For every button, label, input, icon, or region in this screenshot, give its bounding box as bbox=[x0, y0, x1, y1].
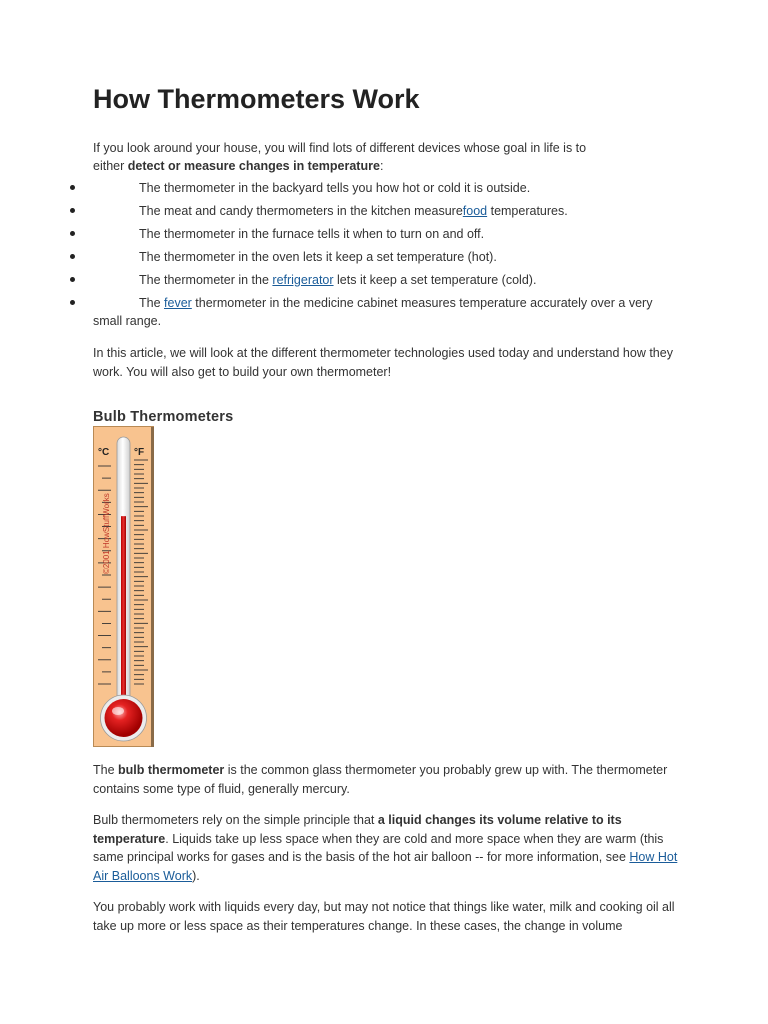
bullet-icon bbox=[70, 300, 75, 305]
thermometer-illustration bbox=[93, 426, 155, 748]
list-item-text bbox=[0, 271, 683, 289]
fever-link[interactable]: fever bbox=[164, 296, 192, 310]
bulb-thermometer-paragraph bbox=[93, 761, 683, 798]
list-item-text bbox=[0, 202, 683, 220]
article-summary-paragraph: In this article, we will look at the different thermometer technologies used today and understand how they work. You will also get to build your own thermometer! bbox=[93, 346, 673, 379]
list-item bbox=[0, 225, 683, 243]
paragraph-text: . Liquids take up less space when they are cold and more space when they are warm (this same principal works for gases and is the basis of the hot air balloon -- for more information, see bbox=[93, 831, 664, 864]
section-heading: Bulb Thermometers bbox=[93, 409, 234, 425]
bullet-icon bbox=[70, 277, 75, 282]
intro-line-2 bbox=[93, 157, 683, 175]
liquids-paragraph: You probably work with liquids every day, but may not notice that things like water, milk and cooking oil all take up more or less space as their temperatures change. In these cases, the change in volume bbox=[93, 900, 675, 933]
list-item bbox=[0, 271, 683, 289]
paragraph-text: is the common glass thermometer you probably grew up with. The thermometer contains some type of fluid, generally mercury. bbox=[93, 763, 668, 796]
intro-colon: : bbox=[379, 159, 384, 173]
list-item-text-pre: The thermometer in the bbox=[139, 273, 273, 287]
intro-bold-text: detect or measure changes in temperature bbox=[127, 159, 380, 173]
bulb-thermometer-figure bbox=[93, 426, 155, 748]
list-item bbox=[0, 202, 683, 220]
list-item-text: The thermometer in the backyard tells you how hot or cold it is outside. bbox=[139, 181, 531, 195]
bulb bbox=[105, 699, 143, 737]
list-item-text bbox=[0, 294, 683, 330]
bullet-icon bbox=[70, 231, 75, 236]
list-item bbox=[0, 294, 683, 330]
copyright-text: ©2001 HowStuffWorks bbox=[102, 493, 111, 574]
paragraph-text: ). bbox=[192, 868, 200, 883]
list-item-text-post: thermometer in the medicine cabinet measures temperature accurately over a very small range. bbox=[93, 296, 653, 328]
paragraph-bold-text: a liquid changes its volume relative to its temperature bbox=[93, 813, 622, 846]
list-item bbox=[0, 179, 683, 197]
bulb-highlight bbox=[112, 707, 124, 715]
list-item-text-pre: The bbox=[139, 296, 165, 310]
bullet-icon bbox=[70, 254, 75, 259]
hot-air-balloons-link[interactable]: How Hot Air Balloons Work bbox=[93, 850, 678, 883]
principle-paragraph bbox=[93, 811, 683, 885]
list-item-text-post: temperatures. bbox=[487, 204, 568, 218]
intro-paragraph bbox=[93, 139, 683, 175]
celsius-label: °C bbox=[98, 447, 110, 458]
list-item-text: The thermometer in the oven lets it keep a set temperature (hot). bbox=[139, 250, 497, 264]
list-item bbox=[0, 248, 683, 266]
thermometer-list bbox=[0, 179, 683, 335]
bullet-icon bbox=[70, 208, 75, 213]
list-item-text: The thermometer in the furnace tells it when to turn on and off. bbox=[139, 227, 485, 241]
paragraph-text: The bbox=[93, 763, 119, 777]
food-link[interactable]: food bbox=[462, 204, 488, 218]
mercury-column bbox=[121, 516, 126, 712]
paragraph-text: Bulb thermometers rely on the simple principle that bbox=[93, 813, 378, 827]
refrigerator-link[interactable]: refrigerator bbox=[272, 273, 334, 287]
list-item-text-pre: The meat and candy thermometers in the kitchen measure bbox=[139, 204, 463, 218]
backboard-shadow bbox=[151, 427, 154, 747]
intro-line-1: If you look around your house, you will find lots of different devices whose goal in life is to bbox=[93, 141, 587, 155]
intro-text: either bbox=[93, 159, 128, 173]
page-title: How Thermometers Work bbox=[93, 84, 420, 114]
fahrenheit-label: °F bbox=[134, 447, 145, 458]
paragraph-bold-text: bulb thermometer bbox=[118, 763, 225, 777]
bullet-icon bbox=[70, 185, 75, 190]
list-item-text-post: lets it keep a set temperature (cold). bbox=[333, 273, 537, 287]
